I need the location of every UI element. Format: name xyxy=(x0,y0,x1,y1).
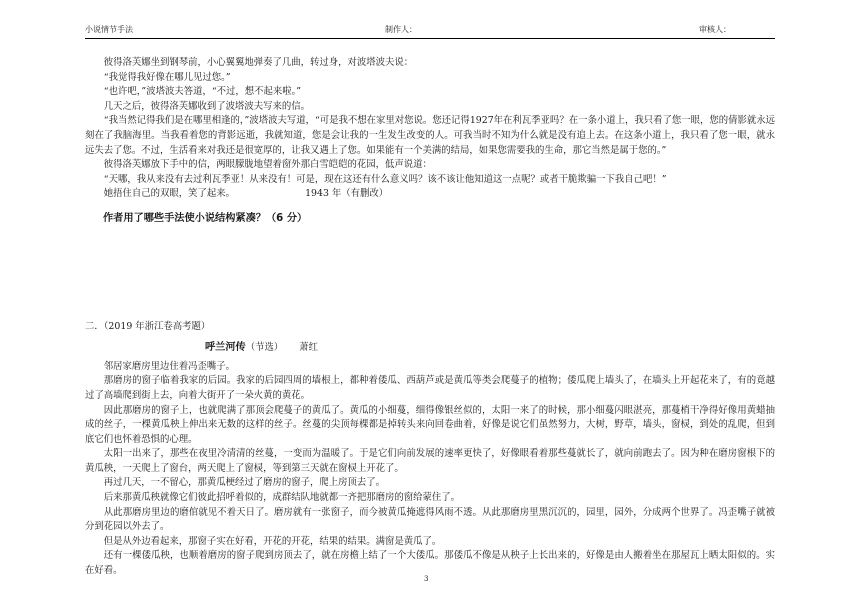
paragraph: 彼得洛芙娜坐到钢琴前，小心翼翼地弹奏了几曲，转过身，对波塔波夫说： xyxy=(103,57,414,68)
section-heading: 二．（2019 年浙江卷高考题） xyxy=(85,320,211,332)
paragraph: 再过几天，一不留心，那黄瓜梗经过了磨房的窗子，爬上房顶去了。 xyxy=(103,477,386,489)
passage-title: 呼兰河传 xyxy=(205,341,246,354)
question-prompt: 作者用了哪些手法使小说结构紧凑？（6 分） xyxy=(103,212,308,224)
passage-title-note: （节选） xyxy=(245,342,284,354)
paragraph: 因此那磨房的窗子上，也就爬满了那顶会爬蔓子的黄瓜了。黄瓜的小细蔓，细得像银丝似的，太阳一来了的时候，那小细蔓闪眼湛亮，那蔓梢干净得好像用黄蜡抽成的丝子，一棵黄瓜秧上伸出来无数的这样的丝子。丝蔓的尖顶每棵都是掉转头来向回卷曲着，好像是说它们虽然努力，大树，野草，墙头，窗棂，到处的乱爬，但到底它们也怀着恐惧的心理。 xyxy=(85,404,775,445)
closing-sentence: 她捂住自己的双眼，笑了起来。 xyxy=(103,188,236,200)
paragraph: 但是从外边看起来，那窗子实在好看，开花的开花，结果的结果。满窗是黄瓜了。 xyxy=(103,535,442,547)
page-number: 3 xyxy=(424,575,429,583)
answer-space xyxy=(85,227,775,320)
paragraph: 还有一棵倭瓜秧，也顺着磨房的窗子爬到房顶去了，就在房檐上结了一个大倭瓜。那倭瓜不像是从秧子上长出来的，好像是由人搬着坐在那屋瓦上晒太阳似的。实在好看。 xyxy=(85,550,775,577)
publication-year-note: 1943 年（有删改） xyxy=(305,188,389,200)
header-subject: 小说情节手法 xyxy=(85,25,133,34)
paragraph: 彼得洛芙娜放下手中的信，两眼朦胧地望着窗外那白雪皑皑的花园，低声说道： xyxy=(103,159,432,171)
paragraph: 后来那黄瓜秧就像它们彼此招呼着似的，成群结队地就都一齐把那磨房的窗给蒙住了。 xyxy=(103,492,461,504)
paragraph: 几天之后，彼得洛芙娜收到了波塔波夫写来的信。 xyxy=(103,100,311,112)
paragraph: “天哪，我从来没有去过利瓦季亚！从来没有！可是，现在这还有什么意义吗？该不该让他知道这一点呢？或者干脆欺骗一下我自己吧！” xyxy=(103,173,667,185)
page-header xyxy=(85,22,775,39)
passage-author: 萧红 xyxy=(299,342,319,354)
paragraph: 太阳一出来了，那些在夜里冷清清的丝蔓，一变而为温暖了。于是它们向前发展的速率更快了，好像眼看着那些蔓就长了，就向前跑去了。因为种在磨房窗根下的黄瓜秧，一天爬上了窗台，两天爬上了窗棂，等到第三天就在窗棂上开花了。 xyxy=(85,448,775,474)
paragraph: 从此那磨房里边的磨倌就见不着天日了。磨房就有一张窗子，而今被黄瓜掩遮得风雨不透。从此那磨房里黑沉沉的，园里，园外，分成两个世界了。冯歪嘴子就被分到花园以外去了。 xyxy=(85,506,775,533)
paragraph: “我当然记得我们是在哪里相逢的，”波塔波夫写道，“可是我不想在家里对您说。您还记得1927年在利瓦季亚吗？在一条小道上，我只看了您一眼，您的倩影就永远刻在了我脑海里。当我看着您的背影远逝，我就知道，您是会让我的一生发生改变的人。可我当时不知为什么就是没有追上去。在这条小道上，我只看了您一眼，就永远失去了您。不过，生活看来对我还是很宽厚的，让我又遇上了您。如果能有一个美满的结局，如果您需要我的生命，那它当然是属于您的。” xyxy=(85,115,775,156)
paragraph: 邻居家磨房里边住着冯歪嘴子。 xyxy=(103,360,236,372)
paragraph: “也许吧，”波塔波夫答道，“不过，想不起来啦。” xyxy=(103,86,302,98)
passage-title-line xyxy=(205,340,775,356)
header-author-label: 制作人： xyxy=(385,25,417,34)
paragraph: “我觉得我好像在哪儿见过您。” xyxy=(103,71,231,83)
document-body xyxy=(85,56,775,579)
header-reviewer-label: 审核人： xyxy=(699,25,731,34)
paragraph: 那磨房的窗子临着我家的后园。我家的后园四周的墙根上，都种着倭瓜、西葫芦或是黄瓜等类会爬蔓子的植物；倭瓜爬上墙头了，在墙头上开起花来了，有的竟越过了高墙爬到街上去，向着大街开了一朵火黄的黄花。 xyxy=(85,375,775,401)
paragraph-last-line xyxy=(85,187,775,202)
